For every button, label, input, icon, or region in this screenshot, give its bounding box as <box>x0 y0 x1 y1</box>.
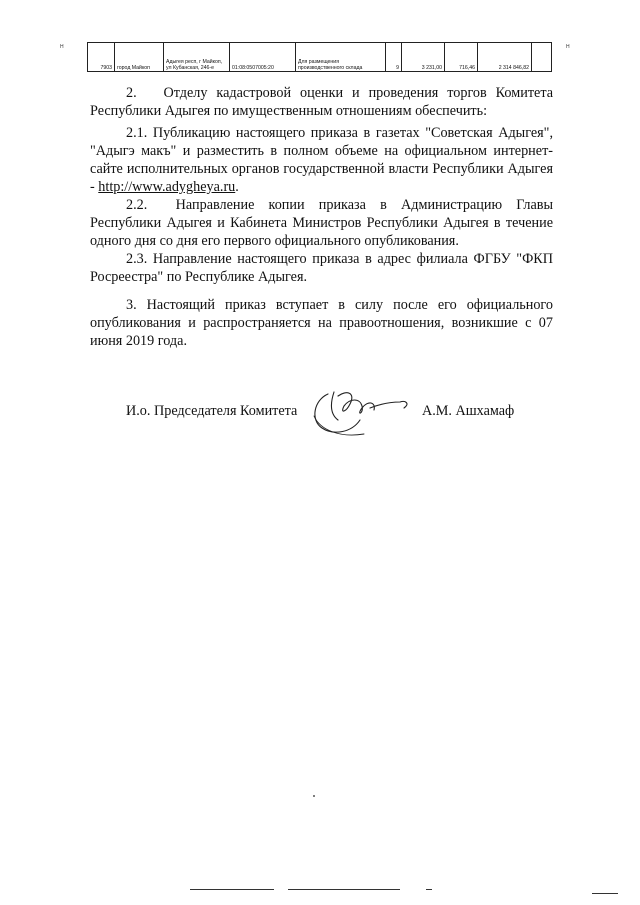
table-mark-left: H <box>60 44 64 50</box>
bottom-line-4 <box>592 893 618 894</box>
scan-dot <box>313 795 315 797</box>
cell-empty <box>532 43 552 72</box>
signatory-title: И.о. Председателя Комитета <box>126 403 298 419</box>
paragraph-2-1 <box>90 124 553 196</box>
cell-purpose: Для размещения производственного склада <box>296 43 386 72</box>
paragraph-2-3: 2.3. Направление настоящего приказа в адрес филиала ФГБУ "ФКП Росреестра" по Республике Адыгея. <box>90 251 553 285</box>
cell-city: город Майкоп <box>115 43 164 72</box>
paragraph-2-1-text: 2.1. Публикацию настоящего приказа в газетах "Советская Адыгея", "Адыгэ макъ" и разместить в полном объеме на официальном интернет-сайте исполнительных органов государственной власти Республики Адыгея - <box>90 125 553 195</box>
cell-value: 2 314 846,82 <box>478 43 532 72</box>
table-fragment <box>87 42 552 72</box>
paragraph-2-2: 2.2. Направление копии приказа в Администрацию Главы Республики Адыгея и Кабинета Министров Республики Адыгея в течение одного дня со дня его первого официального опубликования. <box>90 197 553 249</box>
paragraph-3: 3. Настоящий приказ вступает в силу после его официального опубликования и распространяется на правоотношения, возникшие с 07 июня 2019 года. <box>90 297 553 349</box>
cell-rate: 716,46 <box>445 43 478 72</box>
table-row <box>88 43 552 72</box>
signatory-name: А.М. Ашхамаф <box>422 403 515 419</box>
paragraph-2: 2. Отделу кадастровой оценки и проведения торгов Комитета Республики Адыгея по имущественным отношениям обеспечить: <box>90 85 553 119</box>
cell-address: Адыгея респ, г Майкоп, ул Кубанская, 246-е <box>164 43 230 72</box>
cell-num: 7903 <box>88 43 115 72</box>
cell-area: 3 231,00 <box>402 43 445 72</box>
cell-group: 9 <box>386 43 402 72</box>
handwritten-signature-icon <box>300 386 420 442</box>
table-mark-right: H <box>566 44 570 50</box>
bottom-line-2 <box>288 889 400 890</box>
paragraph-2-1-end: . <box>235 179 239 195</box>
bottom-line-3 <box>426 889 432 890</box>
cell-cadastral: 01:08:0507005:20 <box>230 43 296 72</box>
bottom-line-1 <box>190 889 274 890</box>
website-link[interactable]: http://www.adygheya.ru <box>98 179 236 195</box>
